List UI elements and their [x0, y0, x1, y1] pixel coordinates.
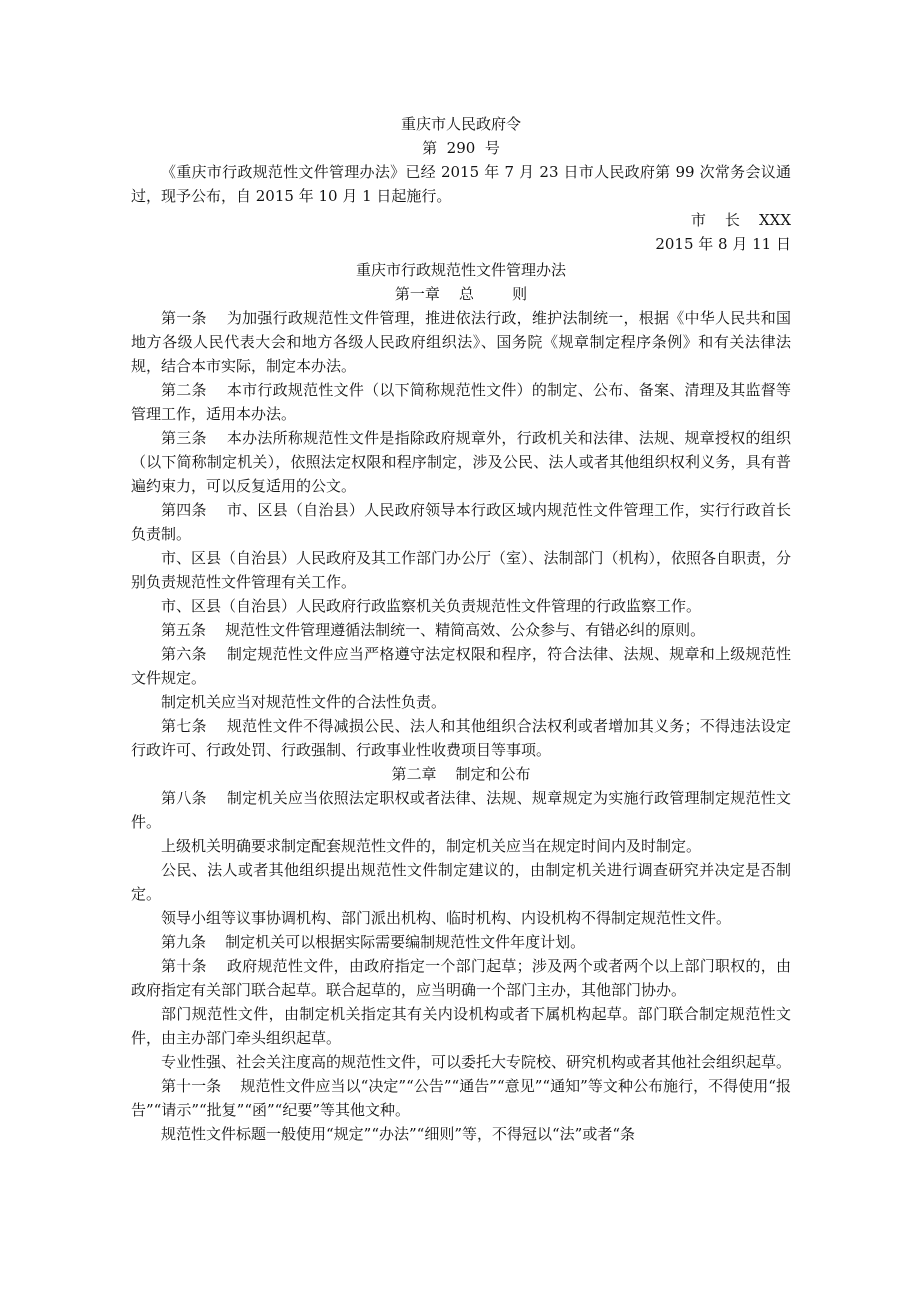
article-paragraph: 第六条 制定规范性文件应当严格遵守法定权限和程序，符合法律、法规、规章和上级规范性文件规定。 — [131, 645, 791, 687]
article-paragraph: 制定机关应当对规范性文件的合法性负责。 — [161, 693, 447, 711]
chapter-2-heading: 第二章 制定和公布 — [391, 765, 531, 783]
article-paragraph: 第二条 本市行政规范性文件（以下简称规范性文件）的制定、公布、备案、清理及其监督等管理工作，适用本办法。 — [131, 381, 791, 423]
article-paragraph: 第十条 政府规范性文件，由政府指定一个部门起草；涉及两个或者两个以上部门职权的，由政府指定有关部门联合起草。联合起草的，应当明确一个部门主办，其他部门协办。 — [131, 957, 791, 999]
article-paragraph: 第八条 制定机关应当依照法定职权或者法律、法规、规章规定为实施行政管理制定规范性文件。 — [131, 789, 791, 831]
signing-date: 2015 年 8 月 11 日 — [655, 235, 791, 253]
article-paragraph: 规范性文件标题一般使用“规定”“办法”“细则”等，不得冠以“法”或者“条 — [161, 1125, 636, 1143]
chapter-1-heading: 第一章 总 则 — [394, 285, 528, 303]
article-paragraph: 专业性强、社会关注度高的规范性文件，可以委托大专院校、研究机构或者其他社会组织起草。 — [161, 1053, 792, 1071]
article-paragraph: 第七条 规范性文件不得减损公民、法人和其他组织合法权利或者增加其义务；不得违法设定行政许可、行政处罚、行政强制、行政事业性收费项目等事项。 — [131, 717, 791, 759]
article-paragraph: 市、区县（自治县）人民政府行政监察机关负责规范性文件管理的行政监察工作。 — [161, 597, 702, 615]
document-title: 重庆市行政规范性文件管理办法 — [355, 261, 566, 279]
signatory: 市 长 XXX — [690, 211, 791, 229]
announcement-paragraph: 《重庆市行政规范性文件管理办法》已经 2015 年 7 月 23 日市人民政府第 99 次常务会议通过，现予公布，自 2015 年 10 月 1 日起施行。 — [131, 163, 791, 205]
article-paragraph: 第九条 制定机关可以根据实际需要编制规范性文件年度计划。 — [161, 933, 586, 951]
article-paragraph: 第五条 规范性文件管理遵循法制统一、精简高效、公众参与、有错必纠的原则。 — [161, 621, 706, 639]
article-paragraph: 第三条 本办法所称规范性文件是指除政府规章外，行政机关和法律、法规、规章授权的组织（以下简称制定机关），依照法定权限和程序制定，涉及公民、法人或者其他组织权利义务，具有普遍约束力，可以反复适用的公文。 — [131, 429, 791, 495]
issuer-title: 重庆市人民政府令 — [400, 115, 521, 133]
article-paragraph: 领导小组等议事协调机构、部门派出机构、临时机构、内设机构不得制定规范性文件。 — [161, 909, 732, 927]
article-paragraph: 部门规范性文件，由制定机关指定其有关内设机构或者下属机构起草。部门联合制定规范性文件，由主办部门牵头组织起草。 — [131, 1005, 791, 1047]
article-paragraph: 市、区县（自治县）人民政府及其工作部门办公厅（室）、法制部门（机构），依照各自职责，分别负责规范性文件管理有关工作。 — [131, 549, 792, 591]
order-number: 第 290 号 — [422, 139, 500, 157]
article-paragraph: 第十一条 规范性文件应当以“决定”“公告”“通告”“意见”“通知”等文种公布施行，不得使用“报告”“请示”“批复”“函”“纪要”等其他文种。 — [131, 1077, 791, 1119]
article-paragraph: 上级机关明确要求制定配套规范性文件的，制定机关应当在规定时间内及时制定。 — [161, 837, 702, 855]
article-paragraph: 第四条 市、区县（自治县）人民政府领导本行政区域内规范性文件管理工作，实行行政首长负责制。 — [131, 501, 791, 543]
article-paragraph: 第一条 为加强行政规范性文件管理，推进依法行政，维护法制统一，根据《中华人民共和国地方各级人民代表大会和地方各级人民政府组织法》、国务院《规章制定程序条例》和有关法律法规，结合本市实际，制定本办法。 — [131, 309, 791, 375]
document-page — [131, 112, 791, 1146]
article-paragraph: 公民、法人或者其他组织提出规范性文件制定建议的，由制定机关进行调查研究并决定是否制定。 — [131, 861, 791, 903]
